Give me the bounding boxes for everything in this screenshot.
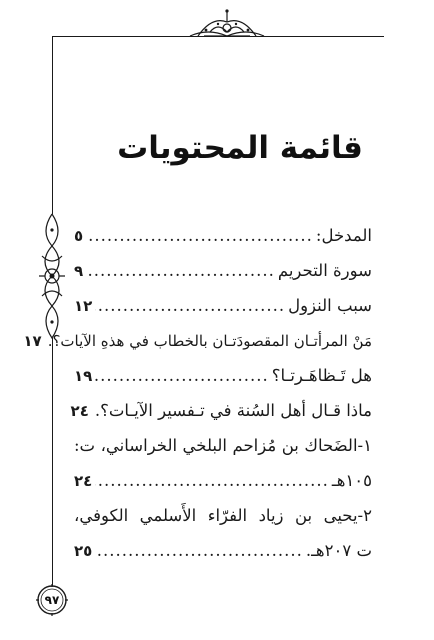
frame-left-border (52, 36, 53, 214)
toc-entry-page: ٢٤ (74, 472, 93, 490)
toc-entry-title: هل تَـظاهَـرتـا؟ (271, 366, 372, 385)
toc-entry-title: سبب النزول (288, 296, 372, 315)
toc-entry-page: ١٢ (74, 297, 93, 315)
toc-entry-title: سورة التحريم (277, 261, 372, 280)
toc-entry-page: ١٧ (23, 332, 42, 350)
side-ornament-icon (36, 212, 68, 340)
toc-entry[interactable] (74, 358, 372, 393)
toc-entry-title: ت ٢٠٧هـ. (305, 541, 372, 560)
toc-entry[interactable] (74, 288, 372, 323)
dot-leader (95, 533, 303, 568)
table-of-contents (23, 218, 372, 568)
toc-entry[interactable] (70, 393, 372, 428)
dot-leader (95, 358, 268, 393)
toc-entry[interactable] (74, 533, 372, 568)
toc-entry-title: ١٠٥هـ (331, 471, 372, 490)
toc-entry[interactable] (23, 323, 372, 358)
toc-entry[interactable] (74, 253, 372, 288)
dot-leader (95, 463, 329, 498)
toc-entry[interactable] (74, 463, 372, 498)
page-number-badge (36, 584, 68, 616)
page-title: قائمة المحتويات (117, 130, 363, 166)
toc-entry-page: ٢٥ (74, 542, 93, 560)
toc-entry-title: المدخل: (315, 226, 372, 245)
toc-entry-title: ماذا قـال أهل السُنة في تـفسير الآيـات؟. (94, 401, 372, 420)
toc-entry-title: مَنْ المرأتـان المقصودَتـان بالخطاب في هذهِ الآيات؟. (47, 332, 372, 350)
toc-entry-page: ٢٤ (70, 402, 89, 420)
dot-leader (86, 253, 275, 288)
toc-entry-continued-title[interactable]: ١-الضَحاك بن مُزاحم البلخي الخراساني، ت: (74, 436, 372, 455)
page-number: ٩٧ (44, 593, 60, 607)
frame-left-border-lower (52, 338, 53, 586)
dot-leader (95, 288, 285, 323)
top-ornament-icon (188, 8, 266, 42)
toc-entry[interactable] (74, 218, 372, 253)
toc-entry-page: ٥ (74, 227, 84, 245)
toc-entry-page: ٩ (74, 262, 84, 280)
toc-entry-page: ١٩ (74, 367, 93, 385)
toc-entry-continued-title[interactable]: ٢-يحيى بن زياد الفرّاء الأَسلمي الكوفي، (74, 506, 372, 525)
dot-leader (86, 218, 313, 253)
